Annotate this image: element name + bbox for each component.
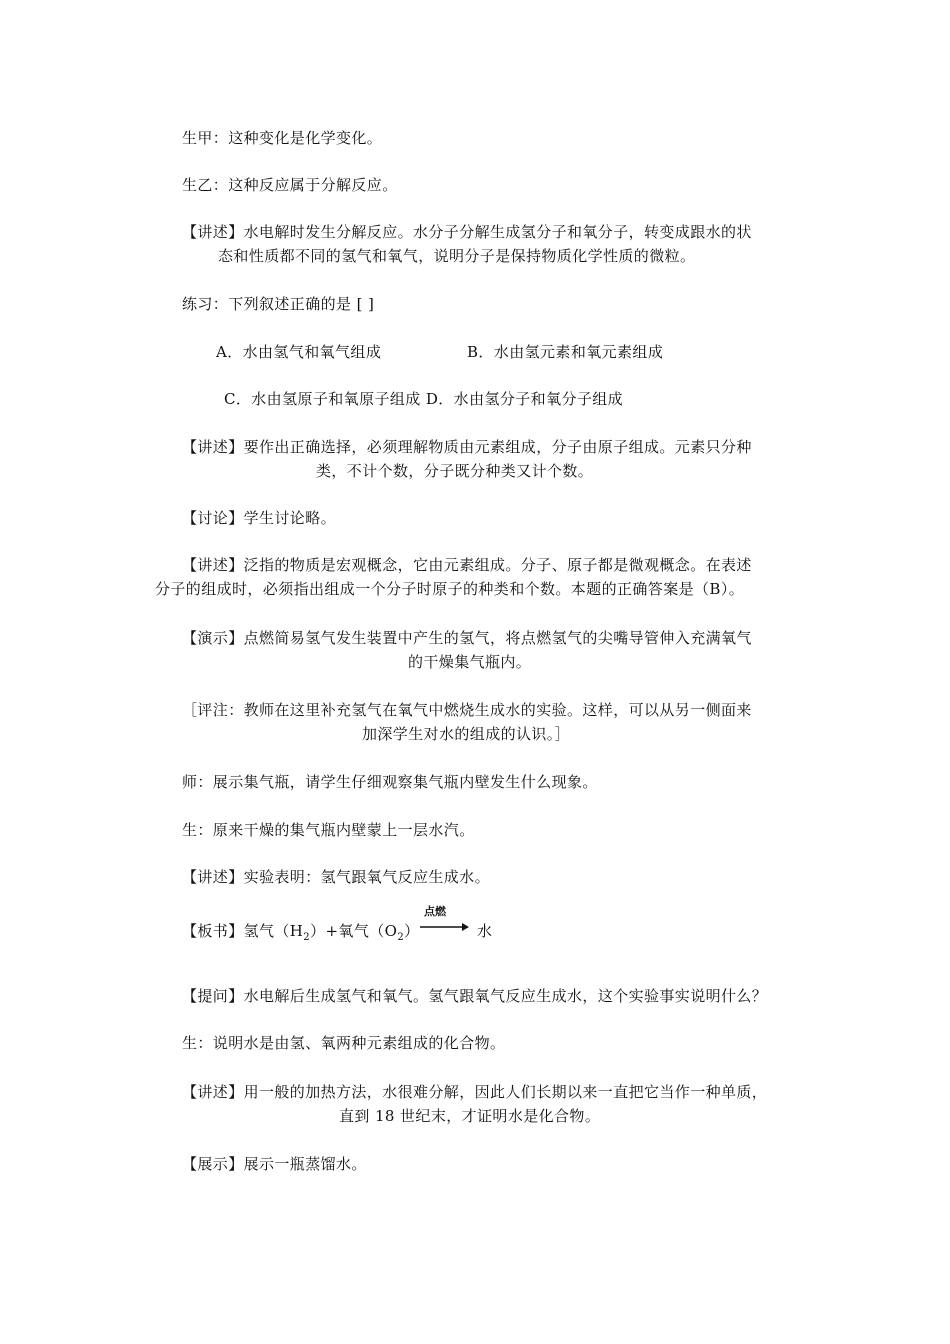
equation-product: 水: [477, 922, 493, 940]
subscript: 2: [303, 932, 311, 943]
text-line: 【演示】点燃简易氢气发生装置中产生的氢气，将点燃氢气的尖嘴导管伸入充满氧气: [182, 629, 752, 647]
annotation-line: 加深学生对水的组成的认识。］: [362, 725, 571, 743]
text-line: 【讲述】水电解时发生分解反应。水分子分解生成氢分子和氧分子，转变成跟水的状: [182, 223, 752, 241]
text-line: 生乙：这种反应属于分解反应。: [182, 176, 398, 194]
text-line: 生甲：这种变化是化学变化。: [182, 129, 383, 147]
text-line: 分子的组成时，必须指出组成一个分子时原子的种类和个数。本题的正确答案是（B）。: [155, 580, 745, 598]
option-c-d: C．水由氢原子和氧原子组成 D．水由氢分子和氧分子组成: [224, 390, 624, 408]
arrow-icon: [418, 906, 470, 936]
text-line: 练习：下列叙述正确的是 [ ]: [182, 295, 375, 313]
equation-reactants: 【板书】氢气（H: [182, 922, 304, 940]
text-line: 【讲述】泛指的物质是宏观概念，它由元素组成。分子、原子都是微观概念。在表述: [182, 556, 752, 574]
text-line: 类，不计个数，分子既分种类又计个数。: [316, 462, 594, 480]
text-line: 【讲述】要作出正确选择，必须理解物质由元素组成，分子由原子组成。元素只分种: [182, 438, 752, 456]
equation-line: [182, 921, 420, 948]
text-line: 师：展示集气瓶，请学生仔细观察集气瓶内壁发生什么现象。: [182, 773, 598, 791]
reaction-arrow: [418, 906, 470, 936]
text-line: 生：原来干燥的集气瓶内壁蒙上一层水汽。: [182, 821, 475, 839]
text-line: 态和性质都不同的氢气和氧气，说明分子是保持物质化学性质的微粒。: [218, 247, 696, 265]
text-line: 【讲述】实验表明：氢气跟氧气反应生成水。: [182, 868, 491, 886]
text-line: 的干燥集气瓶内。: [408, 653, 532, 671]
text-line: 【提问】水电解后生成氢气和氧气。氢气跟氧气反应生成水，这个实验事实说明什么？: [182, 987, 768, 1005]
option-b: B．水由氢元素和氧元素组成: [467, 343, 664, 361]
equation-reactants-2: ）+氧气（O: [310, 922, 398, 940]
reaction-condition: 点燃: [424, 905, 446, 918]
equation-close: ）: [404, 922, 420, 940]
annotation-line: ［评注：教师在这里补充氢气在氧气中燃烧生成水的实验。这样，可以从另一侧面来: [182, 701, 752, 719]
text-line: 生：说明水是由氢、氧两种元素组成的化合物。: [182, 1034, 506, 1052]
option-a: A．水由氢气和氧气组成: [216, 343, 382, 361]
subscript: 2: [397, 932, 405, 943]
text-line: 【讨论】学生讨论略。: [182, 509, 337, 527]
text-line: 直到 18 世纪末，才证明水是化合物。: [339, 1107, 601, 1125]
text-line: 【讲述】用一般的加热方法，水很难分解，因此人们长期以来一直把它当作一种单质，: [182, 1083, 768, 1101]
text-line: 【展示】展示一瓶蒸馏水。: [182, 1155, 367, 1173]
